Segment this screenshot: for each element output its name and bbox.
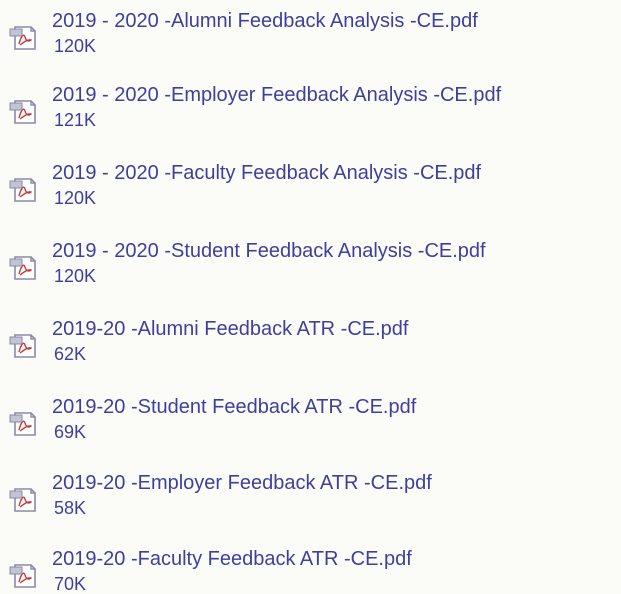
- file-link[interactable]: 2019-20 -Faculty Feedback ATR -CE.pdf: [52, 548, 412, 570]
- file-item[interactable]: [0, 160, 621, 216]
- file-size: 58K: [54, 498, 87, 518]
- file-size: 70K: [54, 574, 87, 594]
- pdf-file-icon: [8, 404, 40, 438]
- pdf-file-icon: [8, 248, 40, 282]
- file-size: 69K: [54, 422, 87, 442]
- pdf-file-icon: [8, 170, 40, 204]
- file-size: 120K: [54, 36, 97, 56]
- file-link[interactable]: 2019-20 -Alumni Feedback ATR -CE.pdf: [52, 318, 409, 340]
- file-item[interactable]: [0, 316, 621, 372]
- file-size: 62K: [54, 344, 87, 364]
- file-item[interactable]: [0, 394, 621, 450]
- pdf-file-icon: [8, 326, 40, 360]
- pdf-file-icon: [8, 480, 40, 514]
- file-item[interactable]: [0, 546, 621, 594]
- file-link[interactable]: 2019-20 -Student Feedback ATR -CE.pdf: [52, 396, 417, 418]
- file-link[interactable]: 2019-20 -Employer Feedback ATR -CE.pdf: [52, 472, 432, 494]
- file-item[interactable]: [0, 238, 621, 294]
- pdf-file-icon: [8, 92, 40, 126]
- file-size: 120K: [54, 266, 97, 286]
- file-link[interactable]: 2019 - 2020 -Alumni Feedback Analysis -CE.pdf: [52, 10, 478, 32]
- file-size: 121K: [54, 110, 97, 130]
- file-link[interactable]: 2019 - 2020 -Faculty Feedback Analysis -CE.pdf: [52, 162, 482, 184]
- file-item[interactable]: [0, 82, 621, 138]
- file-item[interactable]: [0, 470, 621, 526]
- file-size: 120K: [54, 188, 97, 208]
- file-link[interactable]: 2019 - 2020 -Employer Feedback Analysis -CE.pdf: [52, 84, 502, 106]
- file-link[interactable]: 2019 - 2020 -Student Feedback Analysis -CE.pdf: [52, 240, 486, 262]
- pdf-file-icon: [8, 556, 40, 590]
- pdf-file-icon: [8, 18, 40, 52]
- file-item[interactable]: [0, 8, 621, 64]
